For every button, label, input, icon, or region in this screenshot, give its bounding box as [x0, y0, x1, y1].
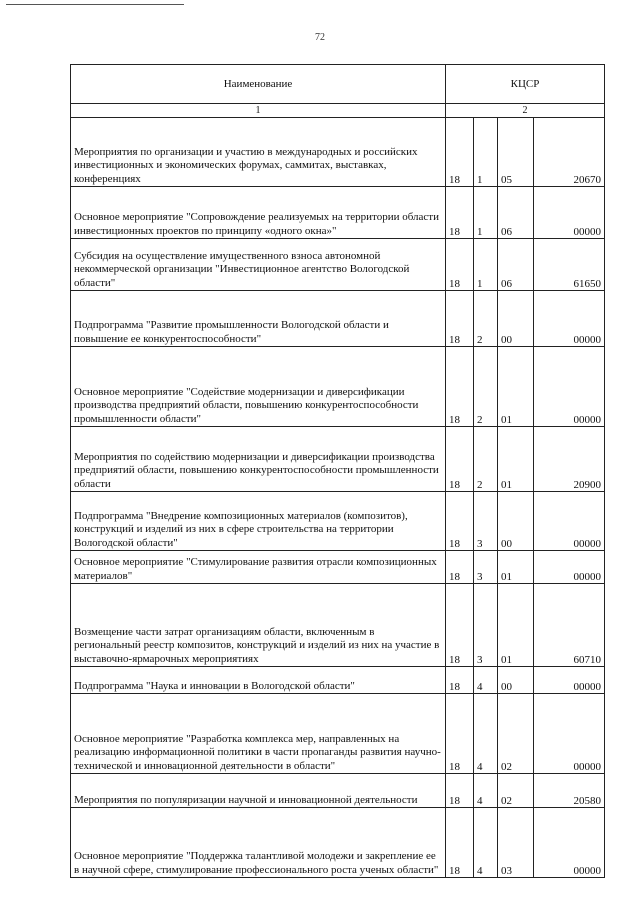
column-number-code: 2 [446, 104, 605, 118]
code-part-4: 00000 [534, 694, 605, 774]
code-part-3: 00 [498, 492, 534, 551]
table-row [71, 667, 605, 694]
table-row [71, 427, 605, 492]
code-part-2: 2 [474, 291, 498, 347]
code-part-4: 20580 [534, 774, 605, 808]
row-name: Основное мероприятие "Сопровождение реализуемых на территории области инвестиционных проектов по принципу «одного окна»" [71, 187, 446, 239]
code-part-1: 18 [446, 239, 474, 291]
table-row [71, 291, 605, 347]
table-body [71, 118, 605, 878]
code-part-1: 18 [446, 347, 474, 427]
code-part-3: 00 [498, 667, 534, 694]
code-part-2: 2 [474, 427, 498, 492]
code-part-3: 01 [498, 551, 534, 584]
code-part-1: 18 [446, 118, 474, 187]
code-part-3: 03 [498, 808, 534, 878]
column-number-row [71, 104, 605, 118]
row-name: Мероприятия по популяризации научной и инновационной деятельности [71, 774, 446, 808]
row-name: Мероприятия по содействию модернизации и диверсификации производства предприятий области, повышению конкурентоспособности промышленности области [71, 427, 446, 492]
code-part-2: 2 [474, 347, 498, 427]
row-name: Основное мероприятие "Разработка комплекса мер, направленных на реализацию информационной политики в части пропаганды развития научно-технической и инновационной деятельности в области" [71, 694, 446, 774]
header-name: Наименование [71, 65, 446, 104]
table-row [71, 694, 605, 774]
table-row [71, 584, 605, 667]
code-part-4: 00000 [534, 551, 605, 584]
table-row [71, 347, 605, 427]
code-part-1: 18 [446, 584, 474, 667]
code-part-1: 18 [446, 492, 474, 551]
row-name: Подпрограмма "Внедрение композиционных материалов (композитов), конструкций и изделий из них в сфере строительства на территории Вологодской области" [71, 492, 446, 551]
kcsr-table [70, 64, 605, 878]
code-part-2: 1 [474, 187, 498, 239]
table-row [71, 492, 605, 551]
code-part-2: 4 [474, 808, 498, 878]
table-row [71, 774, 605, 808]
row-name: Возмещение части затрат организациям области, включенным в региональный реестр композитов, конструкций и изделий из них на участие в выставочно-ярмарочных мероприятиях [71, 584, 446, 667]
scan-artifact-line [6, 4, 184, 5]
code-part-3: 06 [498, 187, 534, 239]
row-name: Субсидия на осуществление имущественного взноса автономной некоммерческой организации "Инвестиционное агентство Вологодской области" [71, 239, 446, 291]
code-part-4: 00000 [534, 667, 605, 694]
code-part-2: 1 [474, 118, 498, 187]
table-row [71, 187, 605, 239]
code-part-1: 18 [446, 808, 474, 878]
code-part-4: 61650 [534, 239, 605, 291]
table-row [71, 239, 605, 291]
code-part-3: 01 [498, 347, 534, 427]
code-part-1: 18 [446, 667, 474, 694]
code-part-1: 18 [446, 694, 474, 774]
code-part-2: 3 [474, 492, 498, 551]
code-part-3: 00 [498, 291, 534, 347]
code-part-1: 18 [446, 187, 474, 239]
code-part-1: 18 [446, 291, 474, 347]
code-part-4: 00000 [534, 808, 605, 878]
code-part-4: 00000 [534, 347, 605, 427]
code-part-2: 3 [474, 584, 498, 667]
row-name: Основное мероприятие "Поддержка талантливой молодежи и закрепление ее в научной сфере, стимулирование профессионального роста ученых области" [71, 808, 446, 878]
code-part-4: 00000 [534, 291, 605, 347]
row-name: Подпрограмма "Развитие промышленности Вологодской области и повышение ее конкурентоспособности" [71, 291, 446, 347]
code-part-3: 01 [498, 584, 534, 667]
column-number-name: 1 [71, 104, 446, 118]
code-part-2: 4 [474, 774, 498, 808]
code-part-2: 4 [474, 694, 498, 774]
row-name: Основное мероприятие "Стимулирование развития отрасли композиционных материалов" [71, 551, 446, 584]
code-part-1: 18 [446, 551, 474, 584]
table-row [71, 808, 605, 878]
code-part-4: 20670 [534, 118, 605, 187]
row-name: Подпрограмма "Наука и инновации в Вологодской области" [71, 667, 446, 694]
code-part-1: 18 [446, 427, 474, 492]
code-part-3: 02 [498, 694, 534, 774]
row-name: Основное мероприятие "Содействие модернизации и диверсификации производства предприятий области, повышению конкурентоспособности промышленности области" [71, 347, 446, 427]
header-row [71, 65, 605, 104]
code-part-1: 18 [446, 774, 474, 808]
code-part-4: 20900 [534, 427, 605, 492]
code-part-3: 01 [498, 427, 534, 492]
code-part-4: 00000 [534, 492, 605, 551]
row-name: Мероприятия по организации и участию в международных и российских инвестиционных и экономических форумах, саммитах, выставках, конференциях [71, 118, 446, 187]
code-part-2: 3 [474, 551, 498, 584]
table-row [71, 118, 605, 187]
code-part-2: 4 [474, 667, 498, 694]
code-part-3: 06 [498, 239, 534, 291]
page-number: 72 [315, 32, 325, 43]
header-code: КЦСР [446, 65, 605, 104]
table-row [71, 551, 605, 584]
code-part-2: 1 [474, 239, 498, 291]
code-part-3: 05 [498, 118, 534, 187]
code-part-4: 60710 [534, 584, 605, 667]
code-part-4: 00000 [534, 187, 605, 239]
code-part-3: 02 [498, 774, 534, 808]
